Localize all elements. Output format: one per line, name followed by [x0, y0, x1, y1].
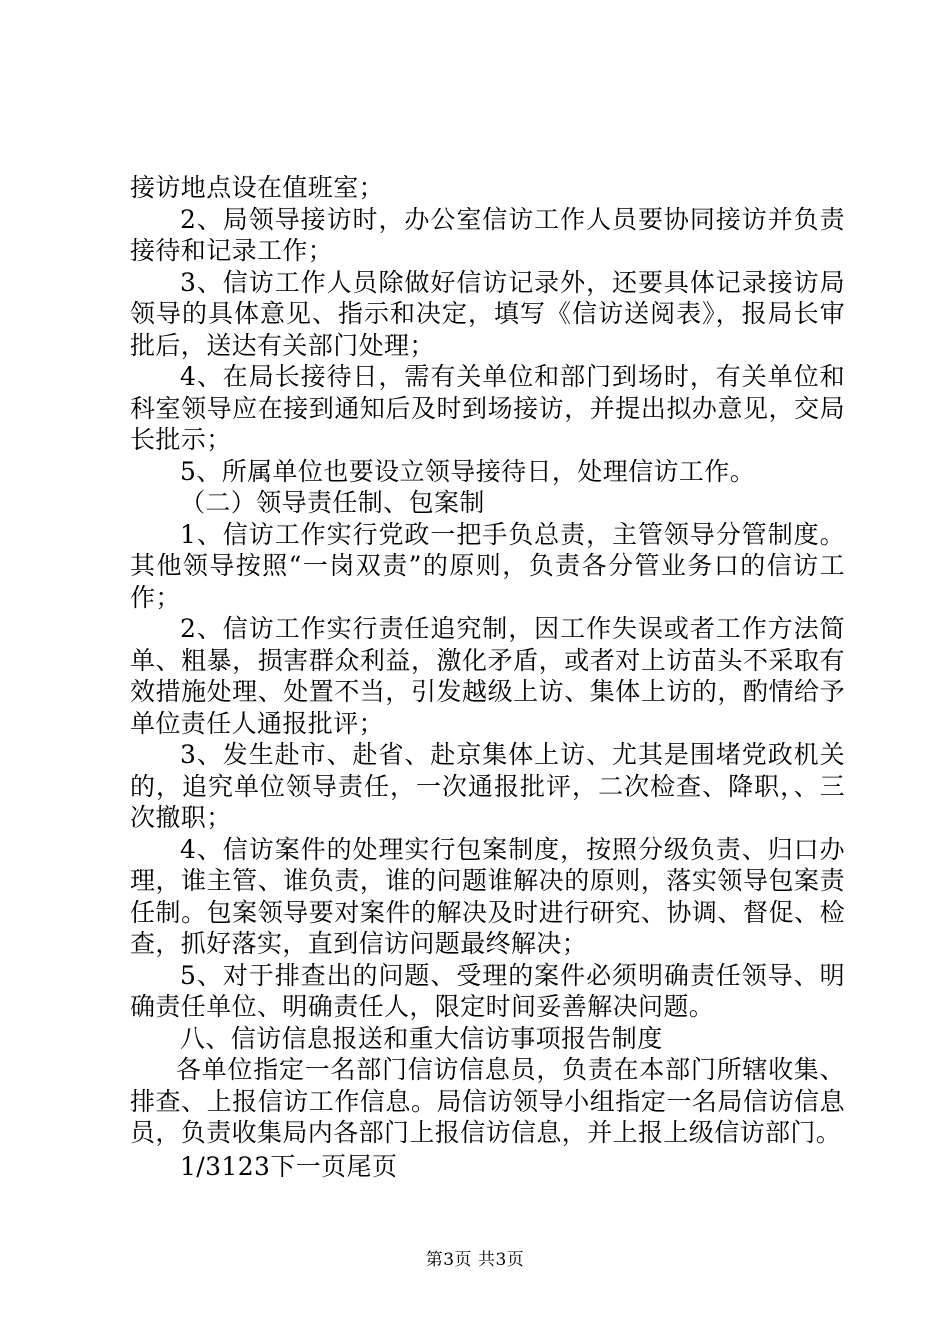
- section-heading: （二）领导责任制、包案制: [180, 488, 485, 517]
- paragraph: 2、信访工作实行责任追究制，因工作失误或者工作方法简单、粗暴，损害群众利益，激化矛盾，或者对上访苗头不采取有效措施处理、处置不当，引发越级上访、集体上访的，酌情给予单位责任人通报批评；: [130, 614, 845, 738]
- paragraph: 1、信访工作实行党政一把手负总责，主管领导分管制度。其他领导按照“一岗双责”的原则，负责各分管业务口的信访工作；: [130, 519, 845, 612]
- paragraph: 接访地点设在值班室；: [130, 173, 385, 202]
- paragraph: 5、所属单位也要设立领导接待日，处理信访工作。: [180, 456, 756, 486]
- paragraph: 3、信访工作人员除做好信访记录外，还要具体记录接访局领导的具体意见、指示和决定，填写《信访送阅表》，报局长审批后，送达有关部门处理；: [130, 267, 845, 360]
- paragraph: 4、在局长接待日，需有关单位和部门到场时，有关单位和科室领导应在接到通知后及时到场接访，并提出拟办意见，交局长批示；: [130, 362, 845, 454]
- document-body: [130, 172, 845, 1182]
- section-heading: 八、信访信息报送和重大信访事项报告制度: [180, 1023, 663, 1053]
- pagination-links[interactable]: 1/3123下一页尾页: [180, 1151, 398, 1181]
- paragraph: 各单位指定一名部门信访信息员，负责在本部门所辖收集、排查、上报信访工作信息。局信访领导小组指定一名局信访信息员，负责收集局内各部门上报信访信息，并上报上级信访部门。: [130, 1055, 845, 1147]
- paragraph: 5、对于排查出的问题、受理的案件必须明确责任领导、明确责任单位、明确责任人，限定时间妥善解决问题。: [130, 960, 845, 1021]
- paragraph: 3、发生赴市、赴省、赴京集体上访、尤其是围堵党政机关的，追究单位领导责任，一次通报批评，二次检查、降职，、三次撤职；: [130, 740, 845, 832]
- page-footer: 第3页 共3页: [425, 1250, 525, 1270]
- paragraph: 2、局领导接访时，办公室信访工作人员要协同接访并负责接待和记录工作；: [130, 204, 845, 265]
- paragraph: 4、信访案件的处理实行包案制度，按照分级负责、归口办理，谁主管、谁负责，谁的问题谁解决的原则，落实领导包案责任制。包案领导要对案件的解决及时进行研究、协调、督促、检查，抓好落实，直到信访问题最终解决；: [130, 834, 845, 958]
